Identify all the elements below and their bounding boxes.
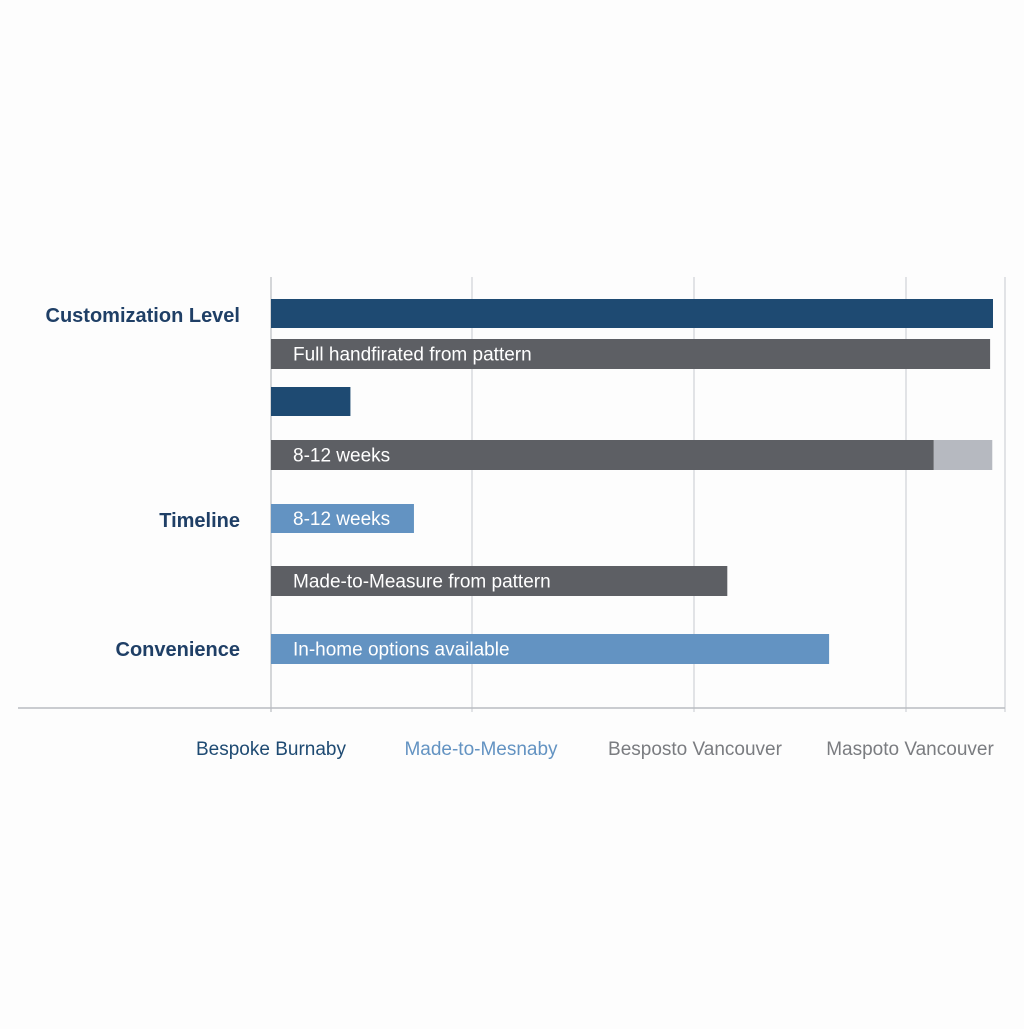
legend-item: Besposto Vancouver [608,739,782,760]
bar-label: In-home options available [293,639,510,661]
category-label: Customization Level [45,305,240,327]
category-label: Timeline [159,510,240,532]
bar-overflow-segment [934,440,992,470]
bar-label: Made-to-Measure from pattern [293,571,551,593]
bar-label: 8-12 weeks [293,445,391,467]
legend-item: Maspoto Vancouver [826,739,994,760]
legend-item: Made-to-Mesnaby [404,739,558,760]
legend-item: Bespoke Burnaby [196,739,346,760]
category-label: Convenience [115,639,240,661]
bar [271,299,993,328]
bar-label: 8-12 weeks [293,509,391,530]
bar-label: Full handfirated from pattern [293,344,532,366]
bar [271,387,350,416]
